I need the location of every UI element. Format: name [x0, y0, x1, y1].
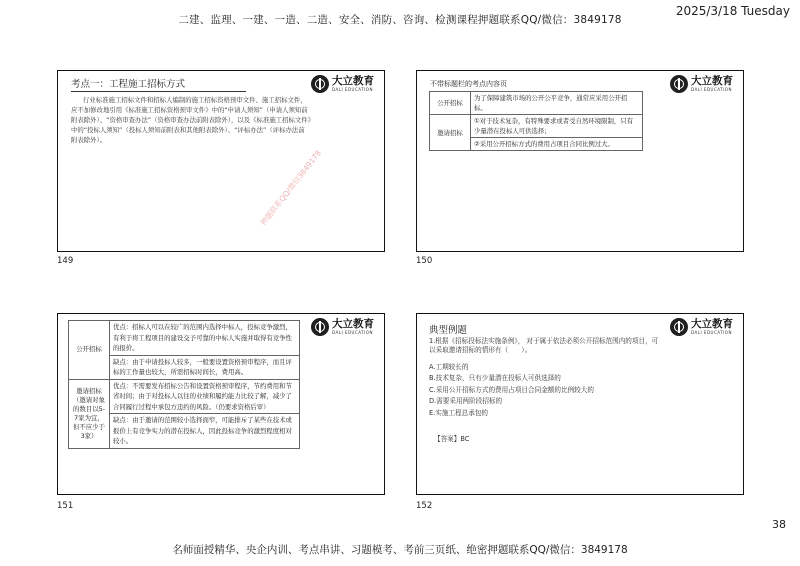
- slide-title: 不带标题栏的考点内容页: [430, 80, 507, 88]
- header-date: 2025/3/18 Tuesday: [675, 4, 790, 18]
- table-cell-disadvantage: 缺点：由于申请投标人较多，一般要设置资格预审程序，而且评标的工作量也较大，所需招标时间长，费用高。: [110, 355, 300, 379]
- dali-logo-icon: [670, 75, 688, 93]
- table-row: [69, 379, 300, 414]
- footer-text: 名师面授精华、央企内训、考点串讲、习题模考、考前三页纸、绝密押题联系QQ/微信：3849178: [172, 544, 628, 556]
- table-cell-advantage: 优点：不需要发布招标公告和设置资格预审程序，节约费用和节省时间；由于对投标人以往的业绩和履约能力比较了解，减少了合同履行过程中承包方违约的风险。（仍要求资格后审）: [110, 379, 300, 414]
- table-row: [430, 92, 643, 115]
- table-cell-key: 公开招标: [69, 321, 110, 380]
- slide-body-text: 行业标准施工招标文件和招标人编制的施工招标资格预审文件、施工招标文件，应不加修改地引用《标准施工招标资格预审文件》中的“申请人须知”（申请人须知前附表除外）、“资格审查办法”（资格审查办法前附表除外），以及《标准施工招标文件》中的“投标人须知”（投标人须知前附表和其他附表除外）、“评标办法”（评标办法前附表除外）。: [71, 96, 311, 144]
- dali-logo: [670, 318, 733, 336]
- slide-152: [416, 313, 744, 495]
- table-row: [430, 115, 643, 138]
- table-cell-key: 邀请招标: [430, 115, 471, 151]
- question-text: 1.根据《招标投标法实施条例》， 对于属于依法必须公开招标范围内的项目，可以采取邀请招标的情形有（ ）。: [429, 337, 659, 355]
- tender-method-table: [429, 91, 643, 151]
- table-cell-value: ①对于技术复杂，有特殊要求或者受自然环境限制，只有少量潜在投标人可供选择；: [471, 115, 643, 138]
- logo-subtitle: DALI EDUCATION: [332, 86, 373, 92]
- option-b: B.技术复杂，只有少量潜在投标人可供选择的: [429, 374, 561, 383]
- table-cell-value: ②采用公开招标方式的费用占项目合同比例过大。: [471, 138, 643, 151]
- dali-logo: [311, 75, 374, 93]
- logo-name: 大立教育: [332, 318, 374, 331]
- slide-number: 150: [416, 256, 433, 266]
- option-e: E.实施工程总承包的: [429, 408, 489, 417]
- option-d: D.需要采用两阶段招标的: [429, 397, 503, 406]
- slide-number: 152: [416, 501, 433, 511]
- logo-subtitle: DALI EDUCATION: [332, 329, 373, 335]
- logo-name: 大立教育: [691, 318, 733, 331]
- header-title: 二建、监理、一建、一造、二造、安全、消防、咨询、检测课程押题联系QQ/微信：3849178: [178, 14, 622, 26]
- dali-logo-icon: [311, 75, 329, 93]
- slide-heading: 典型例题: [429, 325, 468, 336]
- slide-number: 149: [57, 256, 74, 266]
- answer-text: 【答案】BC: [434, 435, 470, 443]
- logo-subtitle: DALI EDUCATION: [691, 86, 732, 92]
- page-number: 38: [772, 518, 786, 531]
- table-cell-key: 公开招标: [430, 92, 471, 115]
- option-a: A.工期较长的: [429, 363, 469, 371]
- table-cell-advantage: 优点：招标人可以在较广的范围内选择中标人，投标竞争激烈，有利于将工程项目的建设交予可靠的中标人实施并取得有竞争性的报价。: [110, 321, 300, 356]
- option-c: C.采用公开招标方式的费用占项目合同金额的比例较大的: [429, 385, 594, 394]
- logo-subtitle: DALI EDUCATION: [691, 329, 732, 335]
- answer-options: [429, 362, 594, 419]
- slide-number: 151: [57, 501, 74, 511]
- logo-name: 大立教育: [332, 75, 374, 88]
- table-cell-value: 为了保障建筑市场的公开公平竞争，通常应采用公开招标。: [471, 92, 643, 115]
- slide-150: [416, 70, 744, 252]
- slide-heading: 考点一：工程施工招标方式: [71, 76, 246, 92]
- watermark: 押题联系QQ/微信3849178: [258, 148, 323, 228]
- logo-name: 大立教育: [691, 75, 733, 88]
- dali-logo: [670, 75, 733, 93]
- table-row: [69, 321, 300, 356]
- pros-cons-table: [68, 320, 300, 449]
- table-cell-disadvantage: 缺点：由于邀请的范围较小选择面窄，可能排斥了某些在技术或报价上有竞争实力的潜在投标人，因此投标竞争的激烈程度相对较小。: [110, 414, 300, 449]
- dali-logo: [311, 318, 374, 336]
- table-cell-key: 邀请招标（邀请对象的数目以5-7家为宜，但不应少于3家）: [69, 379, 110, 448]
- dali-logo-icon: [670, 318, 688, 336]
- dali-logo-icon: [311, 318, 329, 336]
- slide-149: [57, 70, 385, 252]
- slide-151: [57, 313, 385, 495]
